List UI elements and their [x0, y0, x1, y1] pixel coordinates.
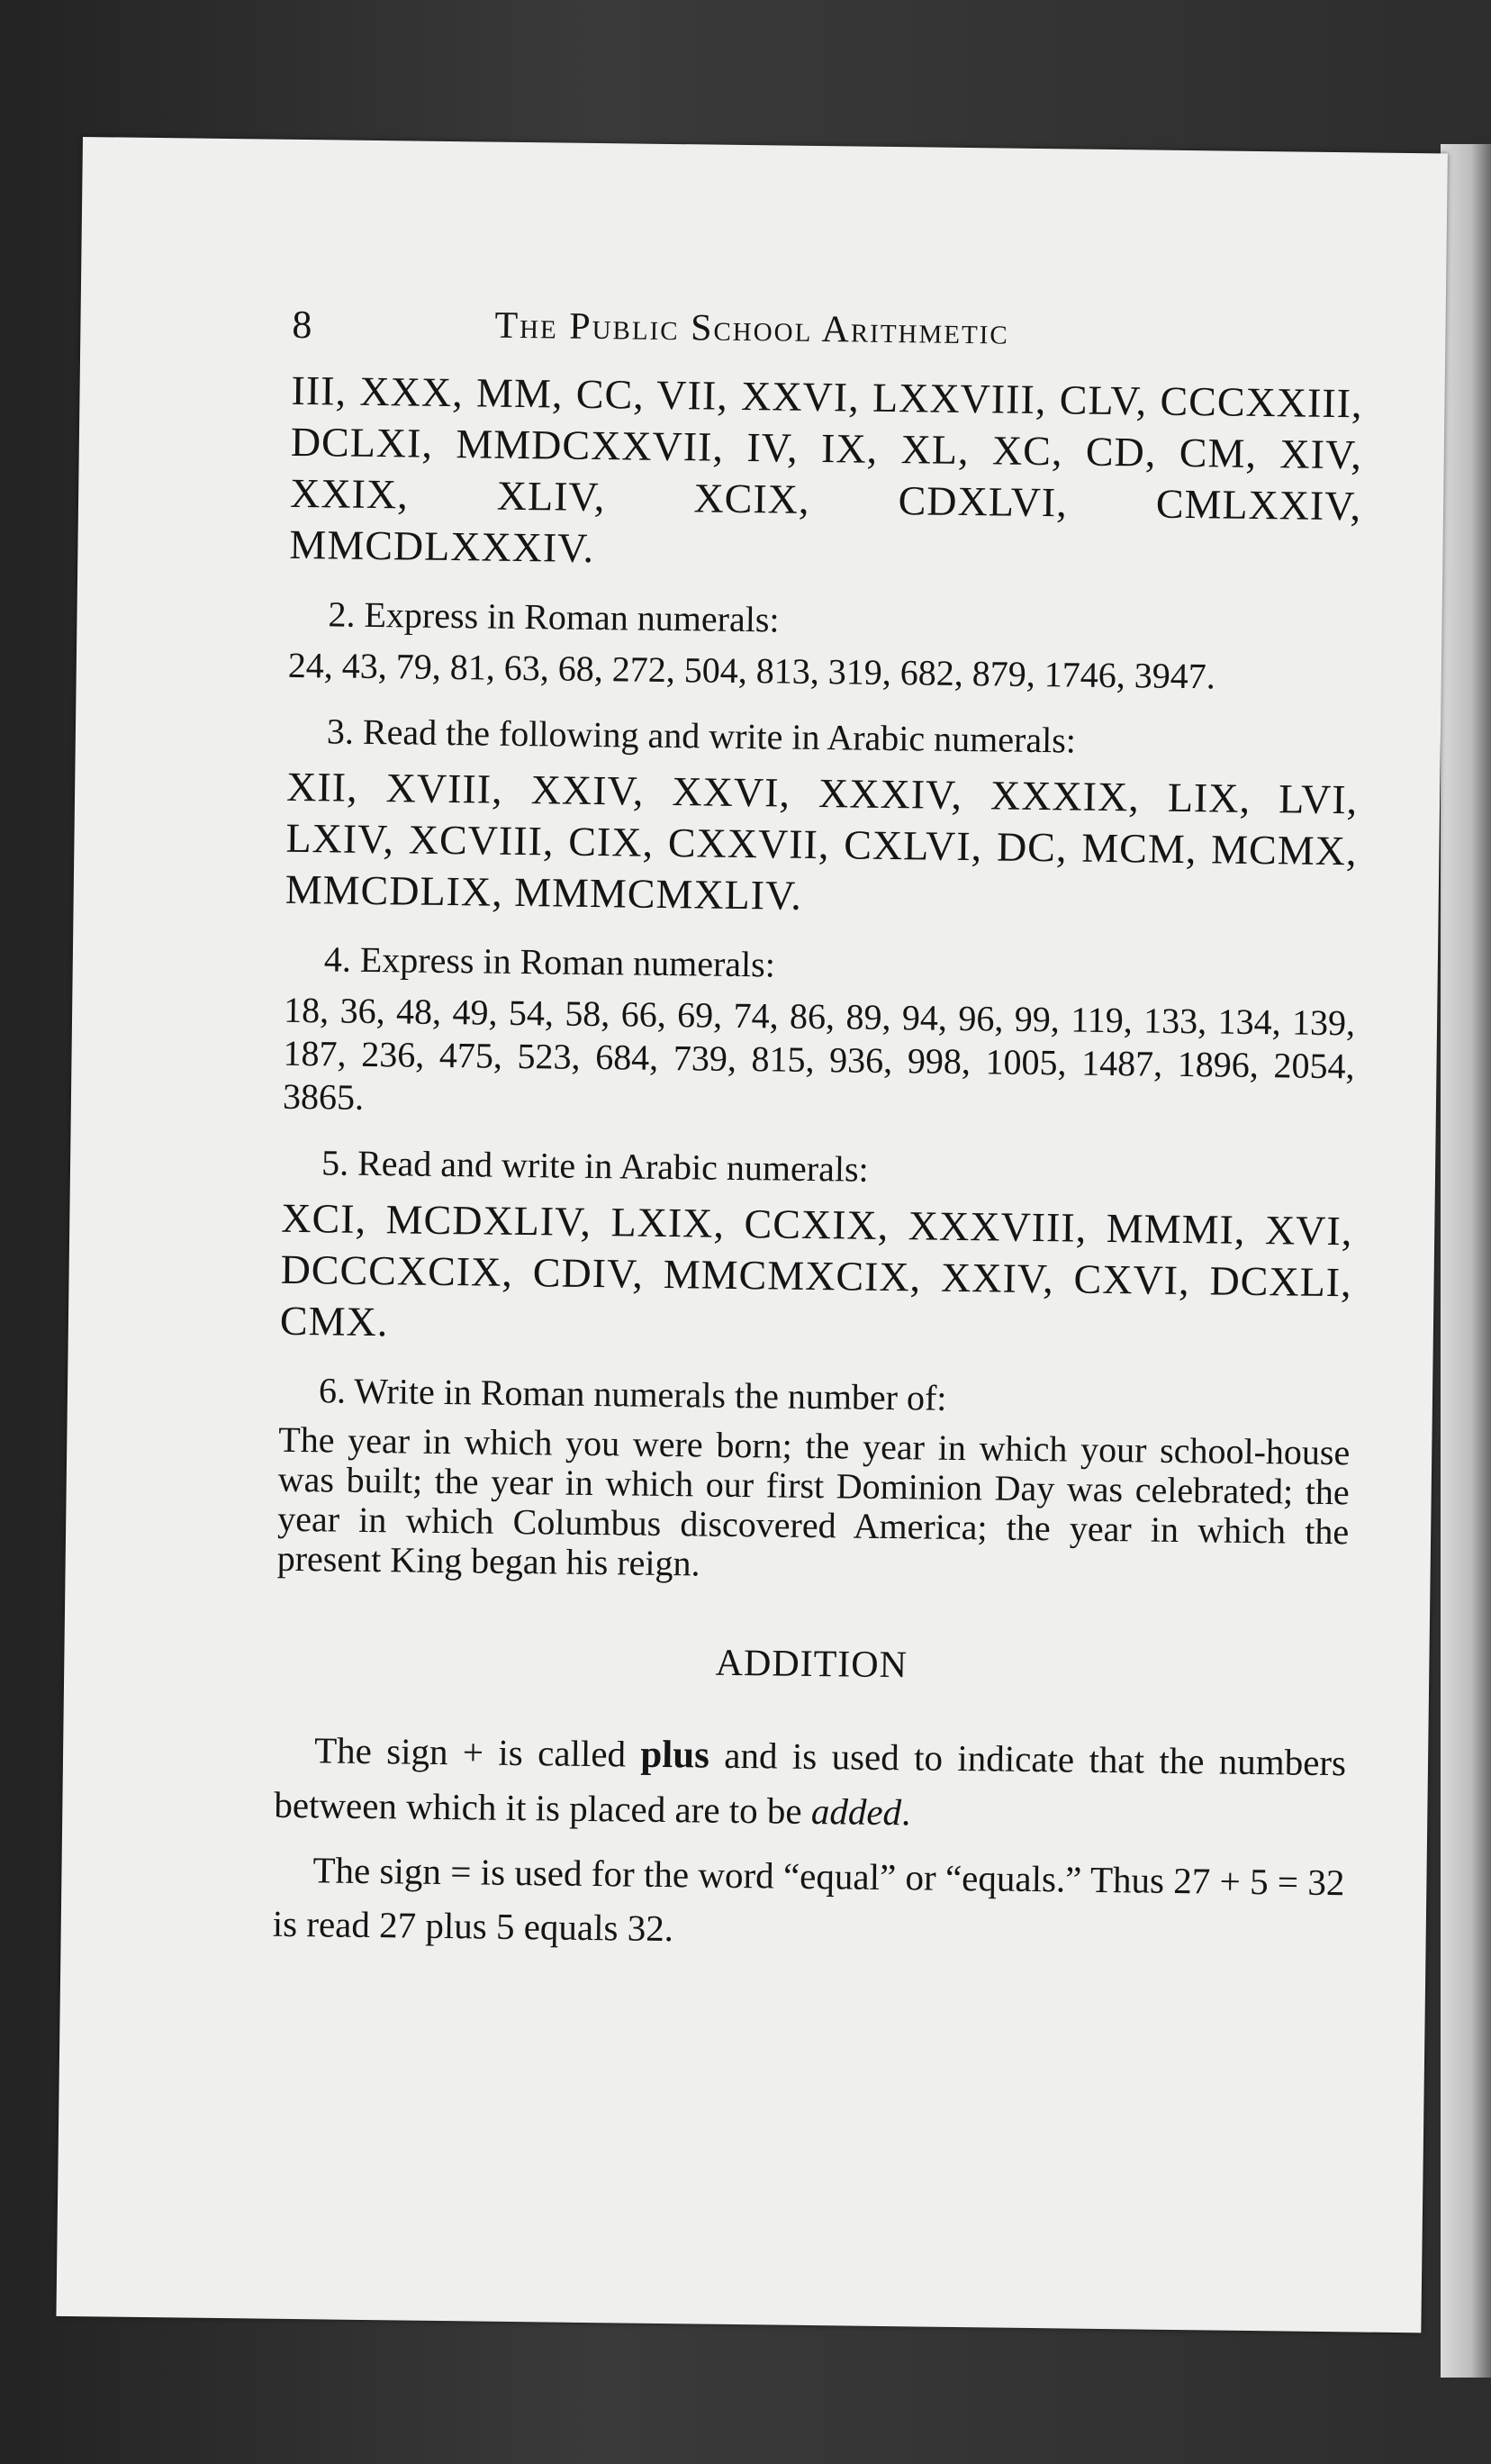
- exercise-body: XCI, MCDXLIV, LXIX, CCXIX, XXXVIII, MMMI, XVI, DCCCXCIX, CDIV, MMCMXCIX, XXIV, CXVI, DCXLI, CMX.: [279, 1194, 1353, 1345]
- exercise-heading: 2. Express in Roman numerals:: [328, 593, 780, 640]
- plus-text-end: .: [900, 1791, 911, 1834]
- exercise-6: [276, 1368, 1351, 1592]
- exercise-body: XII, XVIII, XXIV, XXVI, XXXIV, XXXIX, LIX, LVI, LXIV, XCVIII, CIX, CXXVII, CXLVI, DC, MCM, MCMX, MMCDLIX, MMMCMXLIV.: [285, 763, 1359, 919]
- exercise-body: The year in which you were born; the year in which your school-house was built; the year in which our first Dominion Day was celebrated; the year in which Columbus discovered America; the year in which the present King began his reign.: [276, 1418, 1351, 1584]
- page-header: [292, 302, 1364, 378]
- added-term: added: [810, 1790, 902, 1834]
- exercise-4: [283, 937, 1356, 1132]
- plus-sign-paragraph: [274, 1723, 1346, 1845]
- plus-term: plus: [640, 1733, 710, 1777]
- page-content: [272, 302, 1363, 1974]
- exercise-body: 18, 36, 48, 49, 54, 58, 66, 69, 74, 86, 89, 94, 96, 99, 119, 133, 134, 139, 187, 236, 475, 523, 684, 739, 815, 936, 998, 1005, 1487, 1896, 2054, 3865.: [282, 989, 1356, 1118]
- book-page: [56, 137, 1447, 2333]
- facing-page-edge: [1441, 144, 1491, 2378]
- roman-list-continued: III, XXX, MM, CC, VII, XXVI, LXXVIII, CLV, CCCXXIII, DCLXI, MMDCXXVII, IV, IX, XL, XC, CD, CM, XIV, XXIX, XLIV, XCIX, CDXLVI, CMLXXIV, MMCDLXXXIV.: [289, 367, 1363, 571]
- page-number: 8: [292, 302, 312, 348]
- exercise-heading: 6. Write in Roman numerals the number of:: [318, 1370, 947, 1418]
- plus-text-middle: and is used to indicate that the numbers between which it is placed are to be: [274, 1734, 1347, 1833]
- exercise-2: [288, 592, 1360, 701]
- running-title: The Public School Arithmetic: [494, 304, 1010, 353]
- plus-text-start: The sign + is called: [313, 1729, 641, 1775]
- exercise-heading: 5. Read and write in Arabic numerals:: [321, 1142, 869, 1190]
- exercise-5: [280, 1140, 1354, 1360]
- exercise-body: 24, 43, 79, 81, 63, 68, 272, 504, 813, 319, 682, 879, 1746, 3947.: [287, 644, 1216, 697]
- section-title-addition: ADDITION: [715, 1642, 908, 1687]
- exercise-heading: 3. Read the following and write in Arabic numerals:: [326, 711, 1077, 761]
- exercise-3: [285, 709, 1359, 929]
- exercise-heading: 4. Express in Roman numerals:: [323, 938, 776, 985]
- equals-sign-paragraph: The sign = is used for the word “equal” or “equals.” Thus 27 + 5 = 32 is read 27 plus 5 equals 32.: [272, 1849, 1345, 1950]
